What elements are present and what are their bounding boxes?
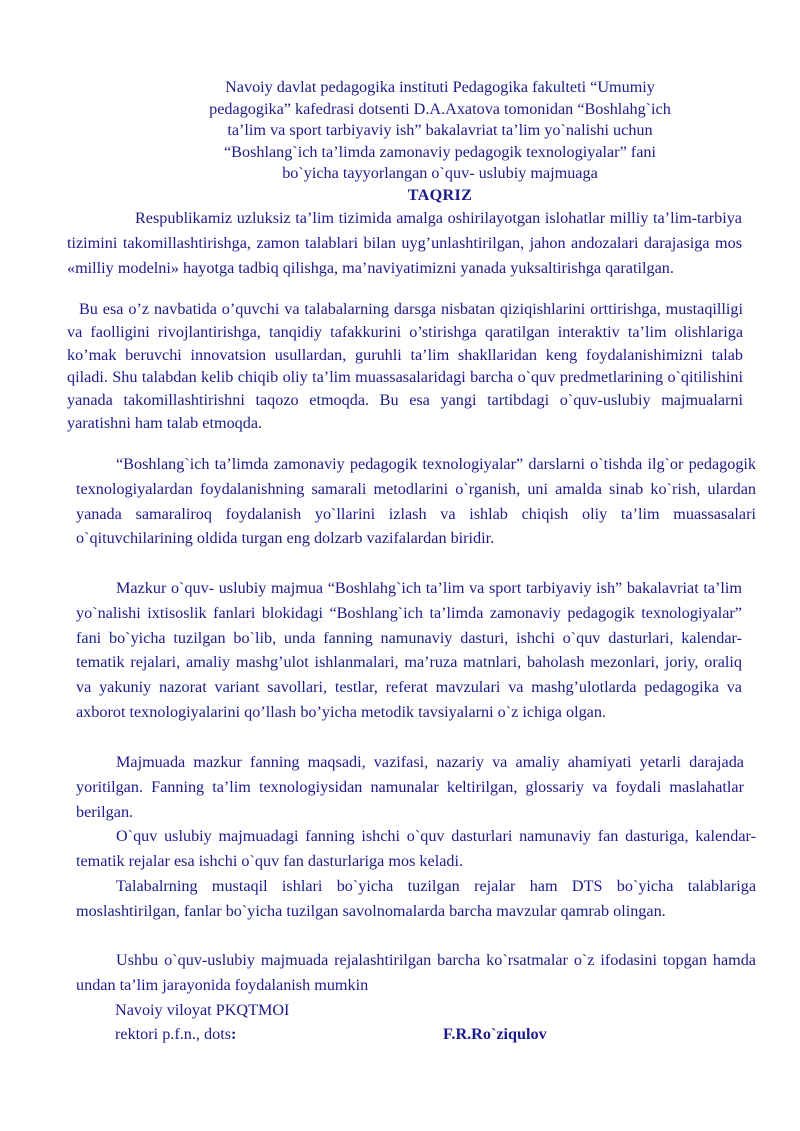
- header-line-3: ta’lim va sport tarbiyaviy ish” bakalavriat ta’lim yo`nalishi uchun: [227, 121, 653, 139]
- paragraph-8: Ushbu o`quv-uslubiy majmuada rejalashtirilgan barcha ko`rsatmalar o`z ifodasini topgan hamda undan ta’lim jarayonida foydalanish mumkin: [76, 951, 756, 994]
- signature-name: F.R.Ro`ziqulov: [443, 1025, 547, 1043]
- header-line-2: pedagogika” kafedrasi dotsenti D.A.Axatova tomonidan “Boshlahg`ich: [209, 99, 671, 118]
- header-line-4: “Boshlang`ich ta’limda zamonaviy pedagogik texnologiyalar” fani: [224, 142, 656, 161]
- paragraph-7: Talabalrning mustaqil ishlari bo`yicha tuzilgan rejalar ham DTS bo`yicha talablariga moslashtirilgan, fanlar bo`yicha tuzilgan savolnomalarda barcha mavzular qamrab olingan.: [76, 877, 756, 920]
- header-line-1: Navoiy davlat pedagogika instituti Pedagogika fakulteti “Umumiy: [225, 78, 655, 96]
- signature-position-text: rektori p.f.n., dots: [115, 1025, 231, 1043]
- document-header: [150, 77, 730, 206]
- document-title: TAQRIZ: [407, 185, 473, 204]
- paragraph-3: “Boshlang`ich ta’limda zamonaviy pedagogik texnologiyalar” darslarni o`tishda ilg`or pedagogik texnologiyalardan foydalanishning samarali metodlarini o`rganish, uni amalda sinab ko`rish, ulardan yanada samaraliroq foydalanish yo`llarini izlash va ishlab chiqish oliy ta’lim muassasalari o`qituvchilarining oldida turgan eng dolzarb vazifalardan biridir.: [76, 455, 756, 548]
- paragraph-6: O`quv uslubiy majmuadagi fanning ishchi o`quv dasturlari namunaviy fan dasturiga, kalendar-tematik rejalar esa ishchi o`quv fan dasturlariga mos keladi.: [76, 827, 756, 870]
- signature-organization: Navoiy viloyat PKQTMOI: [115, 1001, 290, 1019]
- signature-position: [115, 1022, 236, 1047]
- paragraph-1: Respublikamiz uzluksiz ta’lim tizimida amalga oshirilayotgan islohatlar milliy ta’lim-tarbiya tizimini takomillashtirishga, zamon talablari bilan uyg’unlashtirilgan, jahon andozalari darajasiga mos «milliy modelni» hayotga tadbiq qilishga, ma’naviyatimizni yanada yuksaltirishga qaratilgan.: [67, 209, 742, 277]
- header-line-5: bo`yicha tayyorlangan o`quv- uslubiy majmuaga: [282, 164, 598, 182]
- signature-colon: :: [231, 1025, 237, 1043]
- paragraph-2: Bu esa o’z navbatida o’quvchi va talabalarning darsga nisbatan qiziqishlarini orttirishga, mustaqilligi va faolligini rivojlantirishga, tanqidiy tafakkurini o’stirishga qaratilgan interaktiv ta’lim olishlariga ko’mak beruvchi innovatsion usullardan, guruhli ta’lim shakllaridan keng foydalanishimizni talab qiladi. Shu talabdan kelib chiqib oliy ta’lim muassasalaridagi barcha o`quv predmetlarining o`qitilishini yanada takomillashtirishni taqozo etmoqda. Bu esa yangi tartibdagi o`quv-uslubiy majmualarni yaratishni ham talab etmoqda.: [67, 300, 743, 432]
- paragraph-4: Mazkur o`quv- uslubiy majmua “Boshlahg`ich ta’lim va sport tarbiyaviy ish” bakalavriat ta’lim yo`nalishi ixtisoslik fanlari blokidagi “Boshlang`ich ta’limda zamonaviy pedagogik texnologiyalar” fani bo`yicha tuzilgan bo`lib, unda fanning namunaviy dasturi, ishchi o`quv dasturlari, kalendar-tematik rejalari, amaliy mashg’ulot ishlanmalari, ma’ruza matnlari, baholash mezonlari, joriy, oraliq va yakuniy nazorat variant savollari, testlar, referat mavzulari va mashg’ulotlarda pedagogika va axborot texnologiyalarini qo’llash bo’yicha metodik tavsiyalarni o`z ichiga olgan.: [76, 579, 742, 721]
- paragraph-5: Majmuada mazkur fanning maqsadi, vazifasi, nazariy va amaliy ahamiyati yetarli darajada yoritilgan. Fanning ta’lim texnologiysidan namunalar keltirilgan, glossariy va foydali maslahatlar berilgan.: [76, 753, 744, 821]
